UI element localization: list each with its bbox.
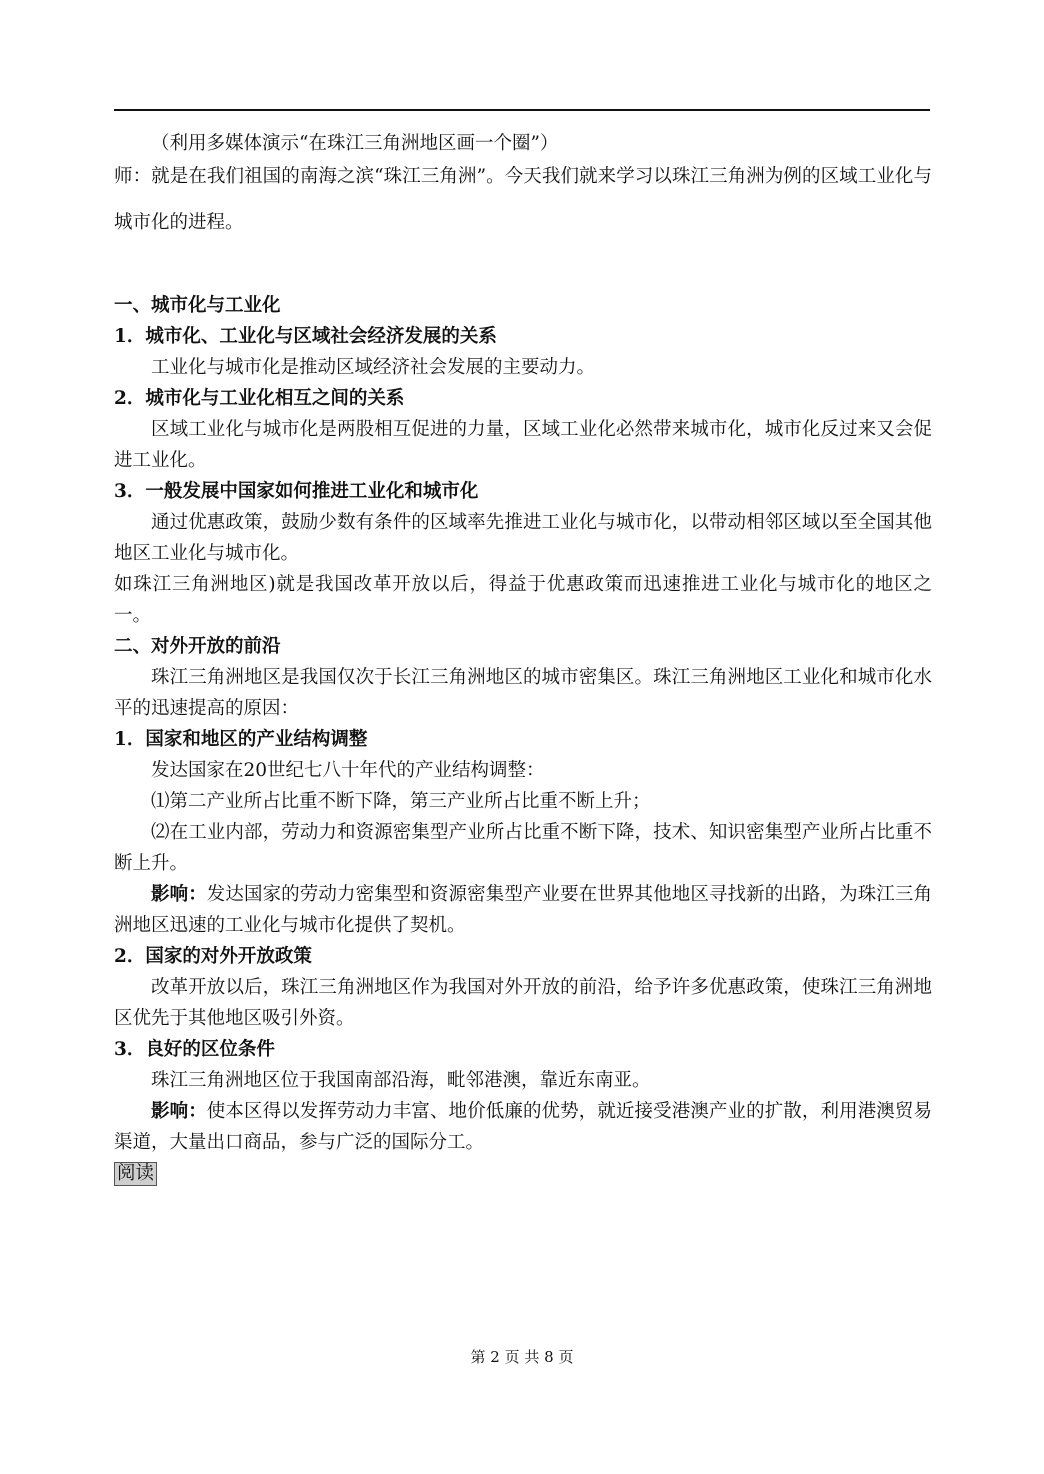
document-body [114, 128, 932, 1189]
section2-item1-heading: 1．国家和地区的产业结构调整 [114, 729, 368, 750]
section1-item1-heading: 1．城市化、工业化与区域社会经济发展的关系 [114, 326, 497, 347]
header-rule [114, 109, 930, 111]
section2-item1-text: 发达国家在20世纪七八十年代的产业结构调整： [151, 760, 545, 781]
demo-note: （利用多媒体演示“在珠江三角洲地区画一个圈”） [151, 133, 559, 154]
section1-item3-heading: 3．一般发展中国家如何推进工业化和城市化 [114, 481, 479, 502]
section1-item2-heading: 2．城市化与工业化相互之间的关系 [114, 388, 405, 409]
impact-text: 发达国家的劳动力密集型和资源密集型产业要在世界其他地区寻找新的出路，为珠江三角洲地区迅速的工业化与城市化提供了契机。 [114, 884, 932, 936]
section1-item2-text: 区域工业化与城市化是两股相互促进的力量，区域工业化必然带来城市化，城市化反过来又会促进工业化。 [114, 419, 932, 471]
impact-label: 影响： [151, 884, 207, 905]
section2-item2-heading: 2．国家的对外开放政策 [114, 946, 312, 967]
reading-label: 阅读 [114, 1162, 157, 1186]
section2-item3-impact [114, 1096, 932, 1158]
section2-item1-point1: ⑴第二产业所占比重不断下降，第三产业所占比重不断上升； [151, 791, 651, 812]
section2-item1-point2: ⑵在工业内部，劳动力和资源密集型产业所占比重不断下降，技术、知识密集型产业所占比重不断上升。 [114, 822, 932, 874]
section2-item3-text: 珠江三角洲地区位于我国南部沿海，毗邻港澳，靠近东南亚。 [151, 1070, 651, 1091]
page-footer: 第 2 页 共 8 页 [470, 1348, 574, 1366]
impact-label: 影响： [151, 1101, 207, 1122]
section1-item3-text: 通过优惠政策，鼓励少数有条件的区域率先推进工业化与城市化，以带动相邻区域以至全国其他地区工业化与城市化。 [114, 512, 932, 564]
impact-text: 使本区得以发挥劳动力丰富、地价低廉的优势，就近接受港澳产业的扩散，利用港澳贸易渠道，大量出口商品，参与广泛的国际分工。 [114, 1101, 932, 1153]
teacher-line: 师：就是在我们祖国的南海之滨“珠江三角洲”。今天我们就来学习以珠江三角洲为例的区域工业化与城市化的进程。 [114, 166, 932, 233]
section1-title: 一、城市化与工业化 [114, 295, 281, 316]
section2-intro: 珠江三角洲地区是我国仅次于长江三角洲地区的城市密集区。珠江三角洲地区工业化和城市化水平的迅速提高的原因： [114, 667, 932, 719]
section2-item3-heading: 3．良好的区位条件 [114, 1039, 275, 1060]
section2-item1-impact [114, 879, 932, 941]
section2-title: 二、对外开放的前沿 [114, 636, 281, 657]
section1-item1-text: 工业化与城市化是推动区域经济社会发展的主要动力。 [151, 357, 596, 378]
section-gap [114, 246, 932, 290]
section2-item2-text: 改革开放以后，珠江三角洲地区作为我国对外开放的前沿，给予许多优惠政策，使珠江三角洲地区优先于其他地区吸引外资。 [114, 977, 932, 1029]
section1-item3-example: 如珠江三角洲地区)就是我国改革开放以后，得益于优惠政策而迅速推进工业化与城市化的地区之一。 [114, 574, 932, 626]
